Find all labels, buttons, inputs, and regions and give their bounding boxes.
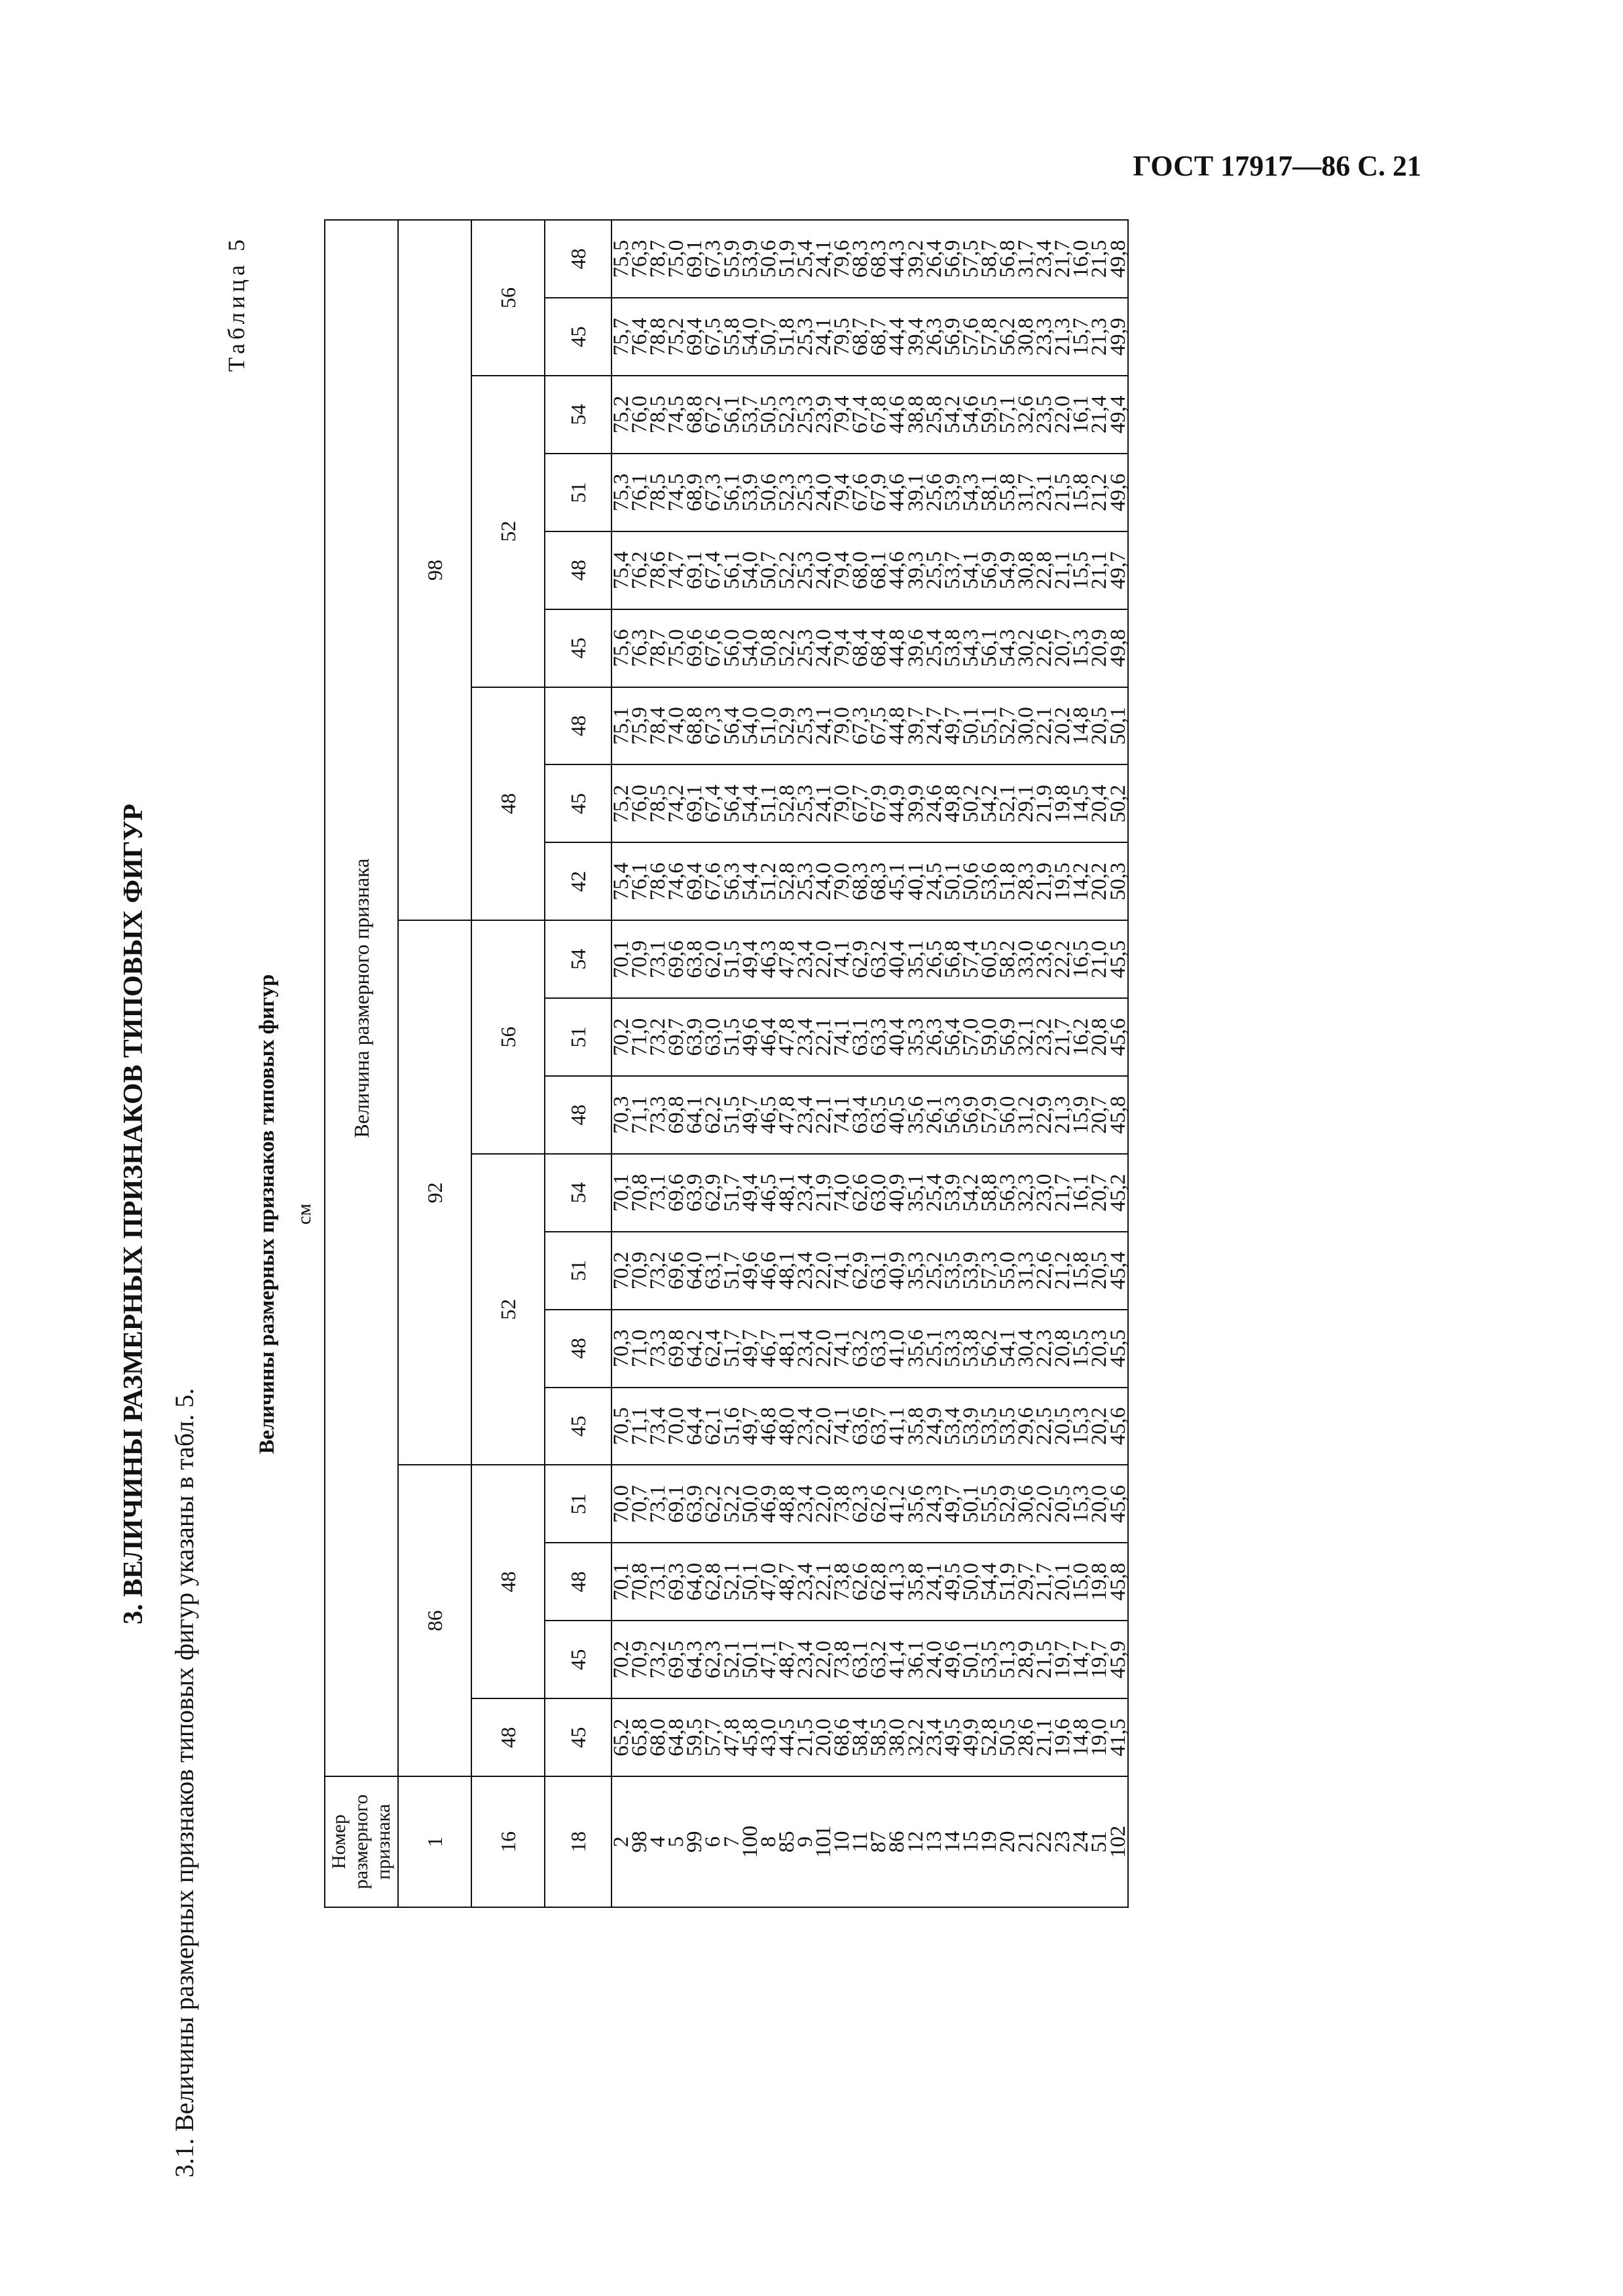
group-16-3: 56: [471, 920, 545, 1154]
col-18-8: 48: [545, 1076, 611, 1154]
value-column-1: 70,2 70,9 73,2 69,5 64,3 62,3 52,1 50,1 47,1 48,7 23,4 22,0 73,8 63,1 63,2 41,4 36,1 24,0 49,6 50,1 53,5 51,3 28,9 21,5 19,7 14,7 19,7 45,9: [611, 1621, 1128, 1698]
value-column-14: 75,6 76,3 78,7 75,0 69,6 67,6 56,0 54,0 50,8 52,2 25,3 24,0 79,4 68,4 68,4 44,8 39,6 25,4 53,8 54,3 56,1 54,3 30,2 22,6 20,7 15,3 20,9 49,8: [611, 609, 1128, 687]
col-18-11: 42: [545, 842, 611, 920]
value-column-16: 75,3 76,1 78,5 74,5 68,9 67,3 56,1 53,9 50,6 52,3 25,3 24,0 79,4 67,6 67,9 44,6 39,1 25,6 53,9 54,3 58,1 55,8 31,7 23,1 21,5 15,8 21,2 49,6: [611, 454, 1128, 531]
group-16-2: 52: [471, 1154, 545, 1465]
value-column-9: 70,2 71,0 73,2 69,7 63,9 63,0 51,5 49,6 46,4 47,8 23,4 22,1 74,1 63,1 63,3 40,4 35,3 26,3 56,4 57,0 59,0 56,9 32,1 23,2 21,7 16,2 20,8 45,6: [611, 998, 1128, 1076]
col-18-4: 45: [545, 1388, 611, 1465]
col-18-0: 45: [545, 1698, 611, 1776]
group-1-1: 92: [398, 920, 471, 1465]
document-code: ГОСТ 17917—86 С. 21: [1133, 150, 1421, 182]
group-16-6: 56: [471, 220, 545, 376]
value-column-18: 75,7 76,4 78,8 75,2 69,4 67,5 55,8 54,0 50,7 51,8 25,3 24,1 79,5 68,7 68,7 44,4 39,4 26,3 56,9 57,6 57,8 56,2 30,8 23,3 21,3 15,7 21,3 49,9: [611, 298, 1128, 376]
value-column-2: 70,1 70,8 73,1 69,3 64,0 62,8 52,1 50,1 47,0 48,7 23,4 22,1 73,8 62,6 62,8 41,3 35,8 24,1 49,5 50,0 54,4 51,9 29,7 21,7 20,1 15,0 19,8 45,8: [611, 1543, 1128, 1621]
value-column-17: 75,2 76,0 78,5 74,5 68,8 67,2 56,1 53,7 50,5 52,3 25,3 23,9 79,4 67,4 67,8 44,6 38,8 25,8 54,2 54,6 59,5 57,1 32,6 23,5 22,0 16,1 21,4 49,4: [611, 376, 1128, 454]
rotated-page-content: [98, 219, 1421, 2183]
col-18-2: 48: [545, 1543, 611, 1621]
col-18-12: 45: [545, 764, 611, 842]
col-18-6: 51: [545, 1232, 611, 1310]
col-18-18: 45: [545, 298, 611, 376]
col-18-19: 48: [545, 220, 611, 298]
col-18-14: 45: [545, 609, 611, 687]
group-1-2: 98: [398, 220, 471, 920]
value-column-8: 70,3 71,1 73,3 69,8 64,1 62,2 51,5 49,7 46,5 47,8 23,4 22,1 74,1 63,4 63,5 40,5 35,6 26,1 56,3 56,9 57,9 56,0 31,2 22,9 21,3 15,9 20,7 45,8: [611, 1076, 1128, 1154]
value-column-3: 70,0 70,7 73,1 69,1 63,9 62,2 52,2 50,0 46,9 48,8 23,4 22,0 73,8 62,3 62,6 41,2 35,6 24,3 49,7 50,1 55,5 52,9 30,6 22,0 20,5 15,3 20,0 45,6: [611, 1465, 1128, 1543]
group-16-1: 48: [471, 1465, 545, 1698]
intro-paragraph: 3.1. Величины размерных признаков типовых фигур указаны в табл. 5.: [170, 1388, 199, 2178]
row-header-18: 18: [545, 1776, 611, 1907]
value-column-5: 70,3 71,0 73,3 69,8 64,2 62,4 51,7 49,7 46,7 48,1 23,4 22,0 74,1 63,2 63,3 41,0 35,6 25,1 53,3 53,8 56,2 54,1 30,4 22,3 20,8 15,5 20,3 45,5: [611, 1310, 1128, 1388]
value-column-13: 75,1 75,9 78,4 74,0 68,8 67,3 56,4 54,0 51,0 52,9 25,3 24,1 79,0 67,3 67,5 44,8 39,7 24,7 49,7 50,1 55,1 52,7 30,0 22,1 20,2 14,8 20,5 50,1: [611, 687, 1128, 765]
row-numbers-column: 2 98 4 5 99 6 7 100 8 85 9 101 10 11 87 86 12 13 14 15 19 20 21 22 23 24 51 102: [611, 1776, 1128, 1907]
col-18-13: 48: [545, 687, 611, 765]
col-18-3: 51: [545, 1465, 611, 1543]
value-column-15: 75,4 76,2 78,6 74,7 69,1 67,4 56,1 54,0 50,7 52,2 25,3 24,0 79,4 68,0 68,1 44,6 39,3 25,5 53,7 54,1 56,9 54,9 30,8 22,8 21,1 15,5 21,1 49,7: [611, 531, 1128, 609]
value-column-6: 70,2 70,9 73,2 69,6 64,0 63,1 51,7 49,6 46,6 48,1 23,4 22,0 74,1 62,9 63,1 40,9 35,3 25,2 53,5 53,9 57,3 55,0 31,3 22,6 21,2 15,8 20,5 45,4: [611, 1232, 1128, 1310]
value-column-4: 70,5 71,1 73,4 70,0 64,4 62,1 51,6 49,7 46,8 48,0 23,4 22,0 74,1 63,6 63,7 41,1 35,8 24,9 53,4 53,9 53,5 53,5 29,6 22,5 20,5 15,3 20,2 45,6: [611, 1388, 1128, 1465]
values-header: Величина размерного признака: [325, 220, 398, 1776]
group-16-0: 48: [471, 1698, 545, 1776]
data-table: [324, 219, 1129, 1908]
col-18-17: 54: [545, 376, 611, 454]
group-1-0: 86: [398, 1465, 471, 1776]
col-18-16: 51: [545, 454, 611, 531]
value-column-11: 75,4 76,1 78,6 74,6 69,4 67,6 56,3 54,4 51,2 52,8 25,3 24,0 79,0 68,3 68,3 45,1 40,1 24,5 50,1 50,6 53,6 51,8 28,3 21,9 19,5 14,2 20,2 50,3: [611, 842, 1128, 920]
value-column-19: 75,5 76,3 78,7 75,0 69,1 67,3 55,9 53,9 50,6 51,9 25,4 24,1 79,6 68,3 68,3 44,3 39,2 26,4 56,9 57,5 58,7 56,8 31,7 23,4 21,7 16,0 21,5 49,8: [611, 220, 1128, 298]
row-header-title: Номер размерного признака: [325, 1776, 398, 1907]
value-column-12: 75,2 76,0 78,5 74,2 69,1 67,4 56,4 54,4 51,1 52,8 25,3 24,1 79,0 67,7 67,9 44,9 39,9 24,6 49,8 50,2 54,2 52,1 29,1 21,9 19,8 14,5 20,4 50,2: [611, 764, 1128, 842]
col-18-9: 51: [545, 998, 611, 1076]
value-column-10: 70,1 70,9 73,1 69,6 63,8 62,0 51,5 49,4 46,3 47,8 23,4 22,0 74,1 62,9 63,2 40,4 35,1 26,5 56,8 57,4 60,5 58,2 33,0 23,6 22,2 16,5 21,0 45,5: [611, 920, 1128, 998]
col-18-1: 45: [545, 1621, 611, 1698]
value-column-0: 65,2 65,8 68,0 64,8 59,5 57,7 47,8 45,8 43,0 44,5 21,5 20,0 68,6 58,4 58,5 38,0 32,2 23,4 49,5 49,9 52,8 50,5 28,6 21,1 19,6 14,8 19,0 41,5: [611, 1698, 1128, 1776]
table-title: Величины размерных признаков типовых фигур: [255, 974, 279, 1454]
col-18-7: 54: [545, 1154, 611, 1232]
col-18-5: 48: [545, 1310, 611, 1388]
group-16-5: 52: [471, 376, 545, 687]
group-16-4: 48: [471, 687, 545, 921]
value-column-7: 70,1 70,8 73,1 69,6 63,9 62,9 51,7 49,4 46,5 48,1 23,4 21,9 74,0 62,6 63,0 40,9 35,1 25,4 53,9 54,2 58,8 56,3 32,3 23,0 21,7 16,1 20,7 45,2: [611, 1154, 1128, 1232]
col-18-15: 48: [545, 531, 611, 609]
col-18-10: 54: [545, 920, 611, 998]
section-title: 3. ВЕЛИЧИНЫ РАЗМЕРНЫХ ПРИЗНАКОВ ТИПОВЫХ ФИГУР: [119, 804, 149, 1624]
table-unit: см: [293, 1203, 315, 1225]
table-label: Таблица 5: [223, 236, 249, 372]
row-header-16: 16: [471, 1776, 545, 1907]
row-header-1: 1: [398, 1776, 471, 1907]
